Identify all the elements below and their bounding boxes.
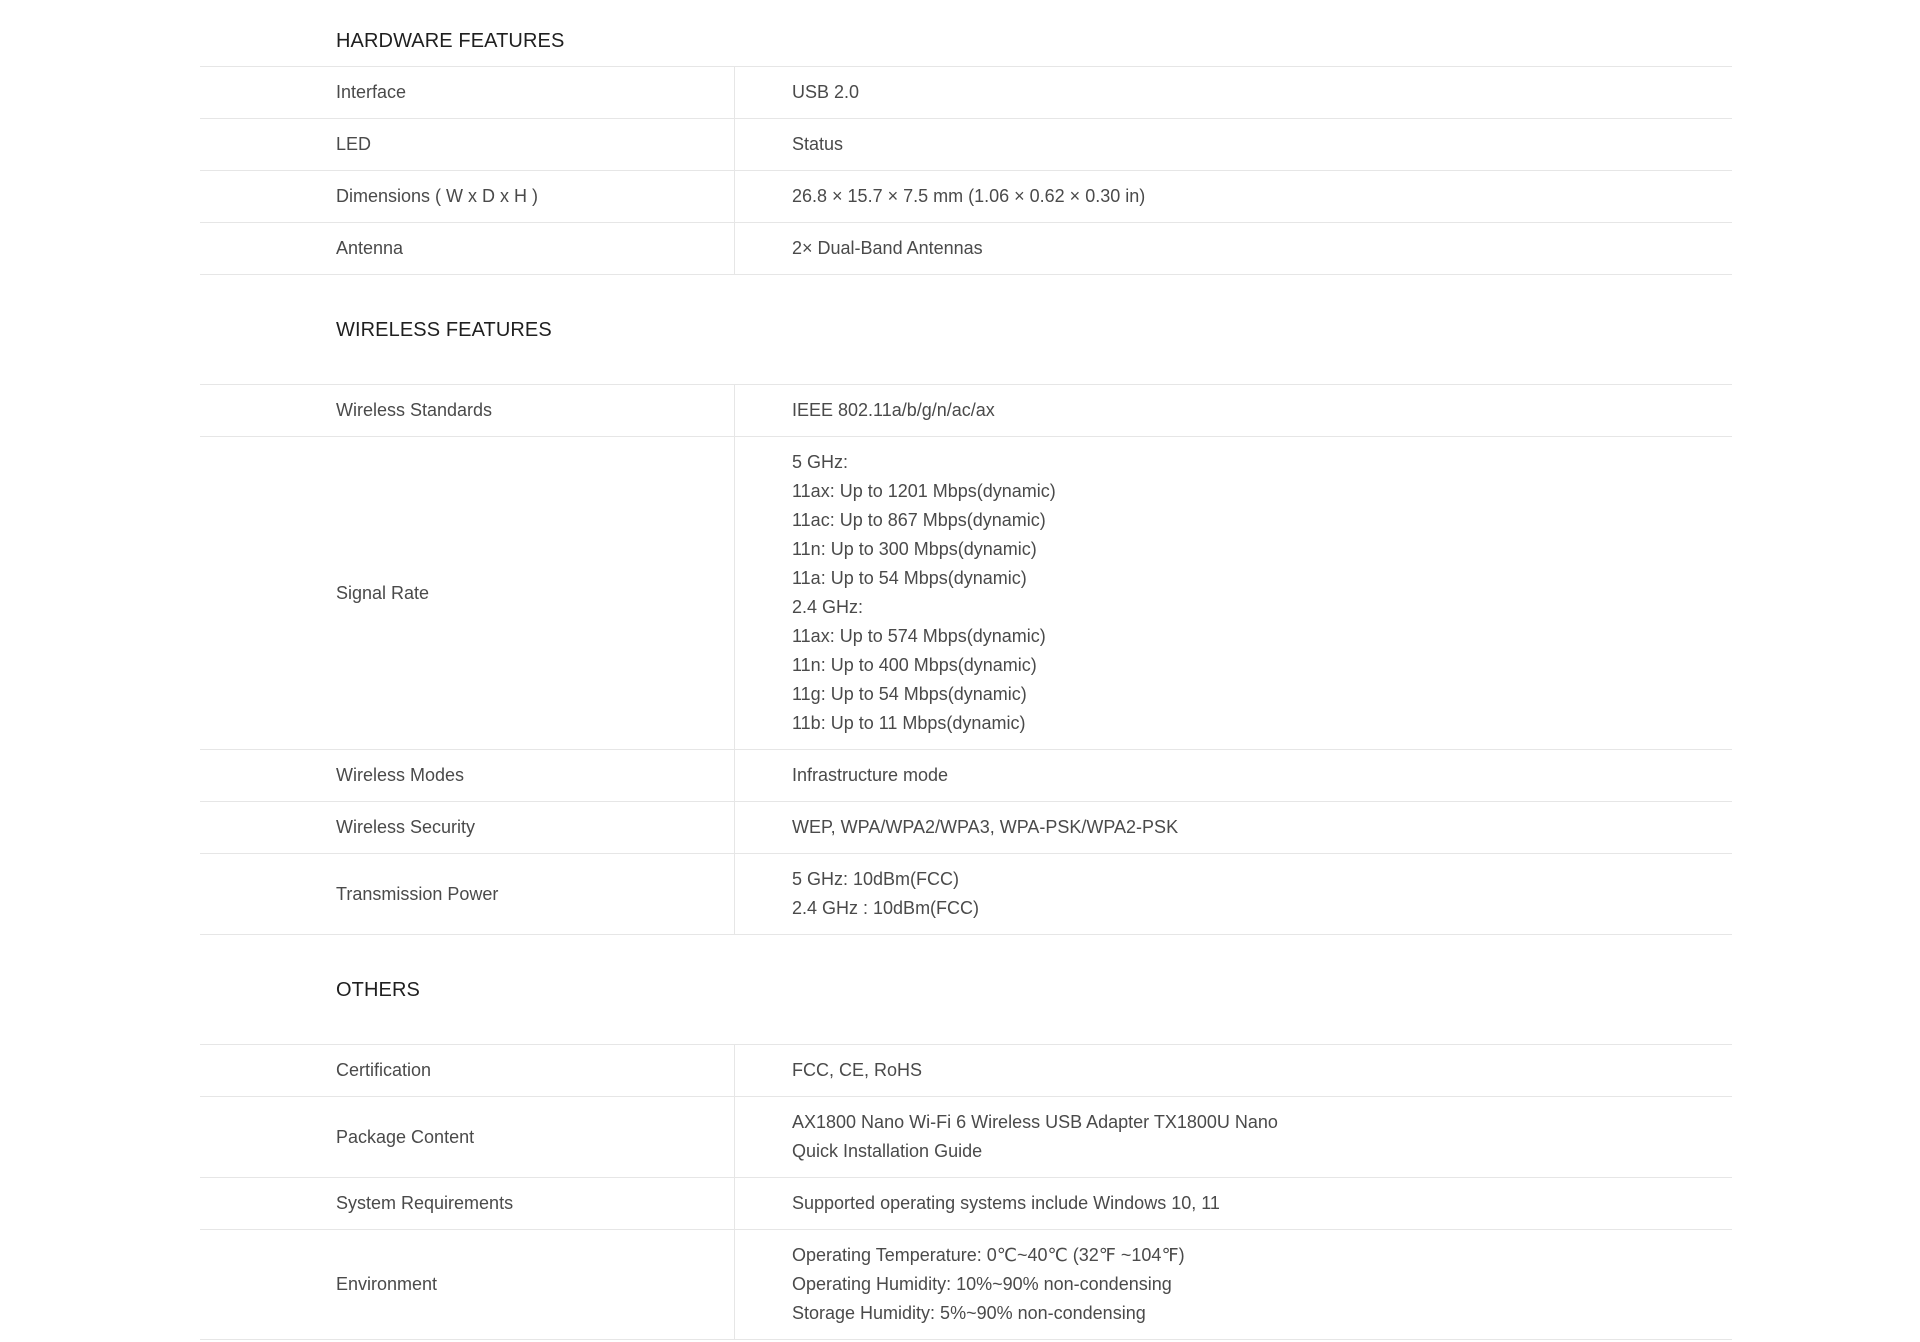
spec-label: Certification xyxy=(200,1045,735,1096)
spec-value-line: 26.8 × 15.7 × 7.5 mm (1.06 × 0.62 × 0.30 in) xyxy=(792,186,1146,206)
spec-label: Signal Rate xyxy=(200,437,735,749)
spec-value-line: Supported operating systems include Windows 10, 11 xyxy=(792,1193,1220,1213)
spec-row xyxy=(200,437,1732,750)
spec-value-line: Operating Temperature: 0℃~40℃ (32℉ ~104℉) xyxy=(792,1245,1185,1265)
spec-section xyxy=(200,0,1732,275)
spec-value-line: 11g: Up to 54 Mbps(dynamic) xyxy=(792,684,1027,704)
spec-value xyxy=(735,385,1732,436)
section-title: HARDWARE FEATURES xyxy=(200,0,1732,67)
section-title: OTHERS xyxy=(200,978,1732,1045)
spec-row xyxy=(200,1097,1732,1178)
spec-label: Transmission Power xyxy=(200,854,735,934)
spec-section xyxy=(200,978,1732,1340)
spec-label: LED xyxy=(200,119,735,170)
spec-value xyxy=(735,750,1732,801)
spec-row xyxy=(200,171,1732,223)
spec-row xyxy=(200,1178,1732,1230)
spec-value-line: WEP, WPA/WPA2/WPA3, WPA-PSK/WPA2-PSK xyxy=(792,817,1179,837)
spec-value xyxy=(735,854,1732,934)
spec-row xyxy=(200,67,1732,119)
spec-value-line: 2× Dual-Band Antennas xyxy=(792,238,983,258)
spec-value-line: 11ac: Up to 867 Mbps(dynamic) xyxy=(792,510,1046,530)
spec-value-line: 11n: Up to 400 Mbps(dynamic) xyxy=(792,655,1037,675)
spec-value-line: Operating Humidity: 10%~90% non-condensing xyxy=(792,1274,1172,1294)
spec-section xyxy=(200,318,1732,935)
spec-value-line: Storage Humidity: 5%~90% non-condensing xyxy=(792,1303,1146,1323)
spec-value xyxy=(735,1097,1732,1177)
spec-value-line: 5 GHz: xyxy=(792,452,849,472)
spec-value xyxy=(735,1230,1732,1339)
spec-label: Wireless Security xyxy=(200,802,735,853)
spec-value-line: USB 2.0 xyxy=(792,82,860,102)
spec-value xyxy=(735,437,1732,749)
spec-value-line: Quick Installation Guide xyxy=(792,1141,983,1161)
spec-value-line: 11b: Up to 11 Mbps(dynamic) xyxy=(792,713,1026,733)
section-title: WIRELESS FEATURES xyxy=(200,318,1732,385)
spec-value xyxy=(735,1045,1732,1096)
spec-value-line: AX1800 Nano Wi-Fi 6 Wireless USB Adapter TX1800U Nano xyxy=(792,1112,1278,1132)
spec-label: Wireless Modes xyxy=(200,750,735,801)
spec-row xyxy=(200,750,1732,802)
spec-row xyxy=(200,1045,1732,1097)
spec-value-line: 2.4 GHz : 10dBm(FCC) xyxy=(792,898,980,918)
spec-row xyxy=(200,223,1732,275)
spec-row xyxy=(200,854,1732,935)
spec-value xyxy=(735,67,1732,118)
spec-value-line: Infrastructure mode xyxy=(792,765,949,785)
spec-row xyxy=(200,1230,1732,1340)
spec-value-line: 11ax: Up to 574 Mbps(dynamic) xyxy=(792,626,1046,646)
spec-value xyxy=(735,119,1732,170)
spec-value-line: IEEE 802.11a/b/g/n/ac/ax xyxy=(792,400,995,420)
spec-label: Environment xyxy=(200,1230,735,1339)
spec-value-line: 5 GHz: 10dBm(FCC) xyxy=(792,869,960,889)
spec-sheet xyxy=(200,0,1732,1340)
spec-value-line: 2.4 GHz: xyxy=(792,597,864,617)
spec-label: Antenna xyxy=(200,223,735,274)
spec-value xyxy=(735,223,1732,274)
spec-label: Package Content xyxy=(200,1097,735,1177)
spec-value xyxy=(735,171,1732,222)
spec-value xyxy=(735,802,1732,853)
spec-label: Dimensions ( W x D x H ) xyxy=(200,171,735,222)
spec-label: System Requirements xyxy=(200,1178,735,1229)
spec-label: Interface xyxy=(200,67,735,118)
spec-value-line: 11a: Up to 54 Mbps(dynamic) xyxy=(792,568,1027,588)
spec-row xyxy=(200,385,1732,437)
spec-label: Wireless Standards xyxy=(200,385,735,436)
spec-value-line: FCC, CE, RoHS xyxy=(792,1060,923,1080)
spec-row xyxy=(200,119,1732,171)
spec-value-line: 11ax: Up to 1201 Mbps(dynamic) xyxy=(792,481,1056,501)
spec-value-line: Status xyxy=(792,134,844,154)
spec-value-line: 11n: Up to 300 Mbps(dynamic) xyxy=(792,539,1037,559)
spec-row xyxy=(200,802,1732,854)
spec-value xyxy=(735,1178,1732,1229)
